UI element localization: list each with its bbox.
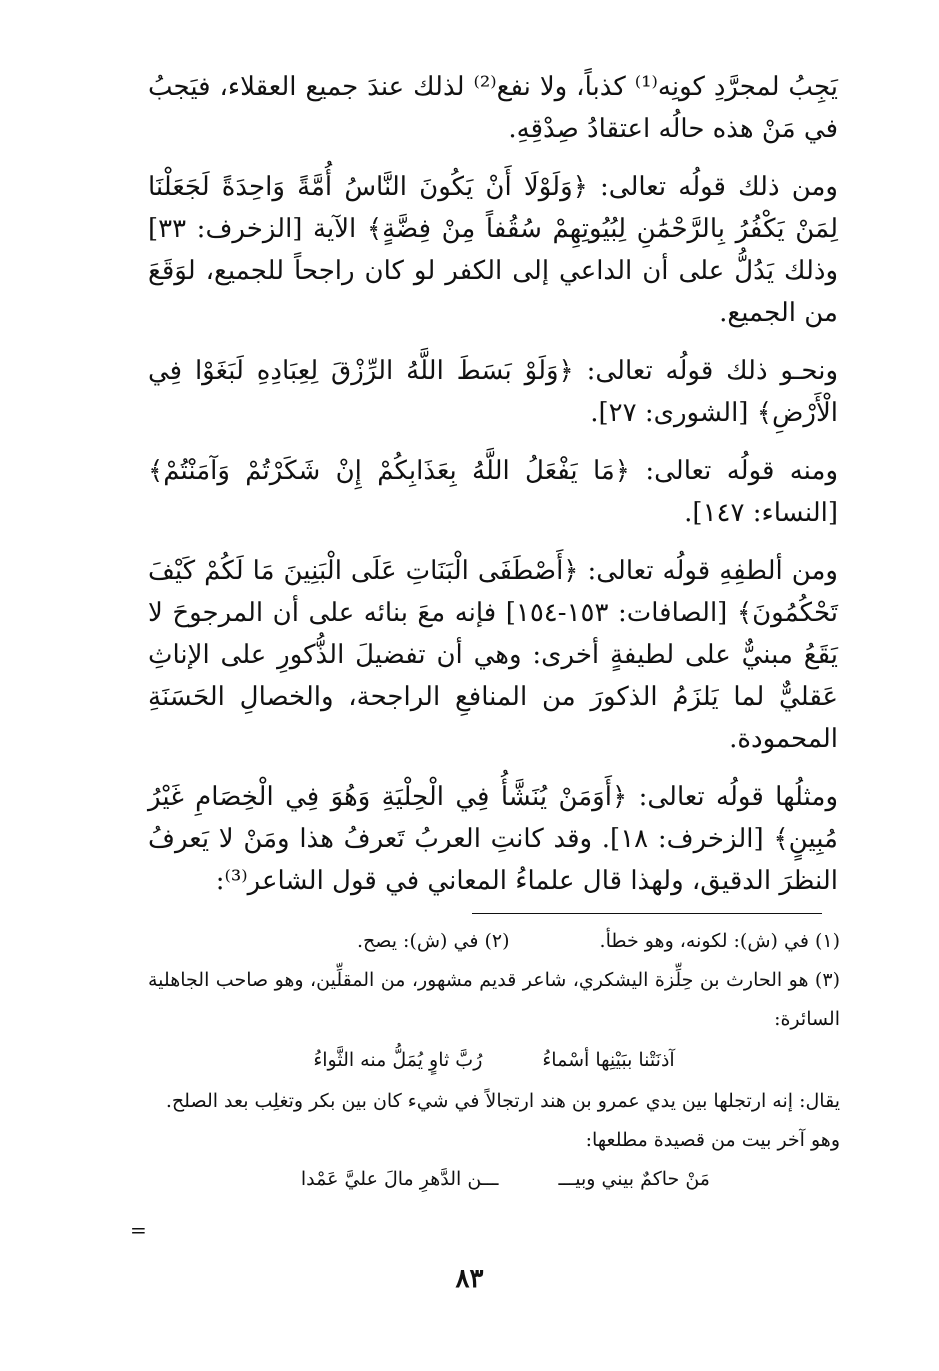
footnote-2: (٢) في (ش): يصح. <box>356 930 510 952</box>
paragraph-3: ونحـو ذلك قولُه تعالى: ﴿وَلَوْ بَسَطَ اللَّهُ الرِّزْقَ لِعِبَادِهِ لَبَغَوْا فِي الْأَرْضِ﴾ [الشورى: ٢٧]. <box>148 356 838 428</box>
footnote-row-1 <box>148 922 840 961</box>
paragraph-2: ومن ذلك قولُه تعالى: ﴿وَلَوْلَا أَنْ يَكُونَ النَّاسُ أُمَّةً وَاحِدَةً لَجَعَلْنَا لِمَنْ يَكْفُرُ بِالرَّحْمَٰنِ لِبُيُوتِهِمْ سُقُفاً مِنْ فِضَّةٍ﴾ الآية [الزخرف: ٣٣] وذلك يَدُلُّ على أن الداعي إلى الكفر لو كان راجحاً للجميع، لوَقَعَ من الجميع. <box>148 172 838 328</box>
main-text <box>148 66 838 918</box>
footnote-3-intro: وهو آخر بيت من قصيدة مطلعها: <box>585 1129 840 1151</box>
footnote-3-text: يقال: إنه ارتجلها بين يدي عمرو بن هند ارتجالاً في شيء كان بين بكر وتغلِب بعد الصلح. <box>165 1090 840 1112</box>
verse-1-first-hemistich: آذنَتْنا ببَيْنِها أسْماءُ <box>542 1049 675 1071</box>
paragraph-5: ومن ألطفِهِ قولُه تعالى: ﴿أَصْطَفَى الْبَنَاتِ عَلَى الْبَنِينَ مَا لَكُمْ كَيْفَ تَحْكُمُونَ﴾ [الصافات: ١٥٣-١٥٤] فإنه معَ بنائه على أن المرجوحَ لا يَقَعُ مبنيٌّ على لطيفةٍ أخرى: وهي أن تفضيلَ الذُّكورِ على الإناثِ عَقليٌّ لما يَلزَمُ الذكورَ من المنافعِ الراجحة، والخصالِ الحَسَنَةِ المحمودة. <box>148 556 838 754</box>
footnote-verse-1 <box>148 1041 840 1080</box>
footnote-separator <box>472 913 822 914</box>
footnote-1: (١) في (ش): لكونه، وهو خطأ. <box>599 930 840 952</box>
continuation-mark: = <box>130 1218 147 1242</box>
footnote-3: (٣) هو الحارث بن حِلِّزة اليشكري، شاعر قديم مشهور، من المقلِّين، وهو صاحب الجاهلية السائرة: <box>148 969 840 1030</box>
paragraph-1: يَجِبُ لمجرَّدِ كونِه⁽¹⁾ كذباً، ولا نفع⁽²⁾ لذلك عندَ جميع العقلاء، فيَجبُ في مَنْ هذه حالُه اعتقادُ صِدْقِهِ. <box>148 72 838 144</box>
footnote-verse-2 <box>148 1160 840 1199</box>
verse-2-second-hemistich: ـــن الدَّهرِ مالَ عليَّ عَمْدا <box>300 1168 499 1190</box>
footnotes <box>148 922 840 1199</box>
verse-2-first-hemistich: مَنْ حاكمٌ بيني وبيـــ <box>558 1168 710 1190</box>
verse-1-second-hemistich: رُبَّ ثاوٍ يُمَلُّ منه الثَّواءُ <box>313 1049 483 1071</box>
page-number: ٨٣ <box>455 1264 484 1294</box>
paragraph-4: ومنه قولُه تعالى: ﴿مَا يَفْعَلُ اللَّهُ بِعَذَابِكُمْ إِنْ شَكَرْتُمْ وَآمَنْتُمْ﴾ [النساء: ١٤٧]. <box>148 456 838 528</box>
paragraph-6: ومثلُها قولُه تعالى: ﴿أَوَمَنْ يُنَشَّأُ فِي الْحِلْيَةِ وَهُوَ فِي الْخِصَامِ غَيْرُ مُبِينٍ﴾ [الزخرف: ١٨]. وقد كانتِ العربُ تَعرفُ هذا ومَنْ لا يَعرفُ النظرَ الدقيق، ولهذا قال علماءُ المعاني في قول الشاعر⁽³⁾: <box>148 782 838 896</box>
